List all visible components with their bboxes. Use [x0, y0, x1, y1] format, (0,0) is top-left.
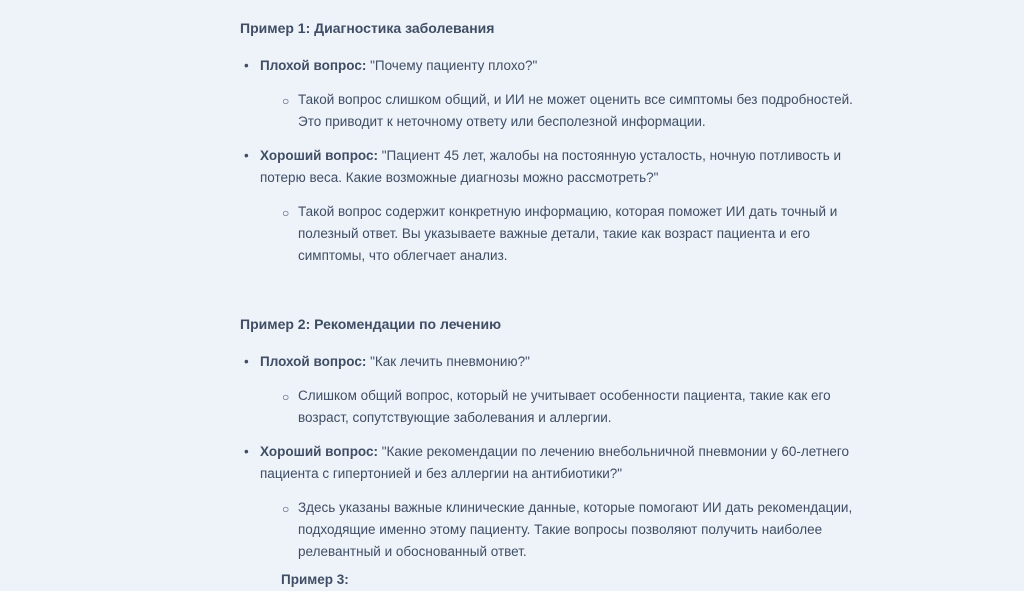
list-item [240, 55, 866, 133]
section-title: Пример 2: Рекомендации по лечению [240, 316, 502, 332]
clipped-bottom-text: Пример 3: [281, 572, 349, 587]
section-title: Пример 1: Диагностика заболевания [240, 20, 495, 36]
list-item [240, 351, 866, 429]
list-item [240, 145, 866, 267]
sub-item-text: Такой вопрос слишком общий, и ИИ не может оценить все симптомы без подробностей. Это приводит к неточному ответу или бесполезной информации. [298, 92, 853, 129]
item-label: Плохой вопрос: [260, 58, 367, 73]
item-text: "Почему пациенту плохо?" [366, 58, 538, 73]
sub-item-text: Такой вопрос содержит конкретную информацию, которая поможет ИИ дать точный и полезный ответ. Вы указываете важные детали, такие как возраст пациента и его симптомы, что облегчает анализ. [298, 204, 838, 263]
section-example-2 [240, 313, 866, 563]
item-label: Хороший вопрос: [260, 444, 379, 459]
bullet-icon: • [244, 148, 249, 163]
sub-item-text: Слишком общий вопрос, который не учитывает особенности пациента, такие как его возраст, сопутствующие заболевания и аллергии. [298, 388, 831, 425]
circle-bullet-icon: ○ [282, 94, 290, 108]
sub-item-text: Здесь указаны важные клинические данные, которые помогают ИИ дать рекомендации, подходящие именно этому пациенту. Такие вопросы позволяют получить наиболее релевантный и обоснованный ответ. [298, 500, 853, 559]
bullet-list [240, 55, 866, 267]
circle-bullet-icon: ○ [282, 502, 290, 516]
bullet-icon: • [244, 444, 249, 459]
item-text: "Пациент 45 лет, жалобы на постоянную усталость, ночную потливость и потерю веса. Какие возможные диагнозы можно рассмотреть?" [260, 148, 842, 185]
sub-list-item [282, 497, 866, 563]
item-label: Плохой вопрос: [260, 354, 367, 369]
item-label: Хороший вопрос: [260, 148, 379, 163]
list-item [240, 441, 866, 563]
circle-bullet-icon: ○ [282, 390, 290, 404]
bullet-icon: • [244, 58, 249, 73]
item-text: "Какие рекомендации по лечению внебольничной пневмонии у 60-летнего пациента с гипертонией и без аллергии на антибиотики?" [260, 444, 850, 481]
section-example-1 [240, 17, 866, 267]
sub-list-item [282, 201, 866, 267]
bullet-list [240, 351, 866, 563]
sub-list-item [282, 385, 866, 429]
sub-list-item [282, 89, 866, 133]
item-text: "Как лечить пневмонию?" [366, 354, 530, 369]
document-body [240, 17, 866, 575]
circle-bullet-icon: ○ [282, 206, 290, 220]
bullet-icon: • [244, 354, 249, 369]
